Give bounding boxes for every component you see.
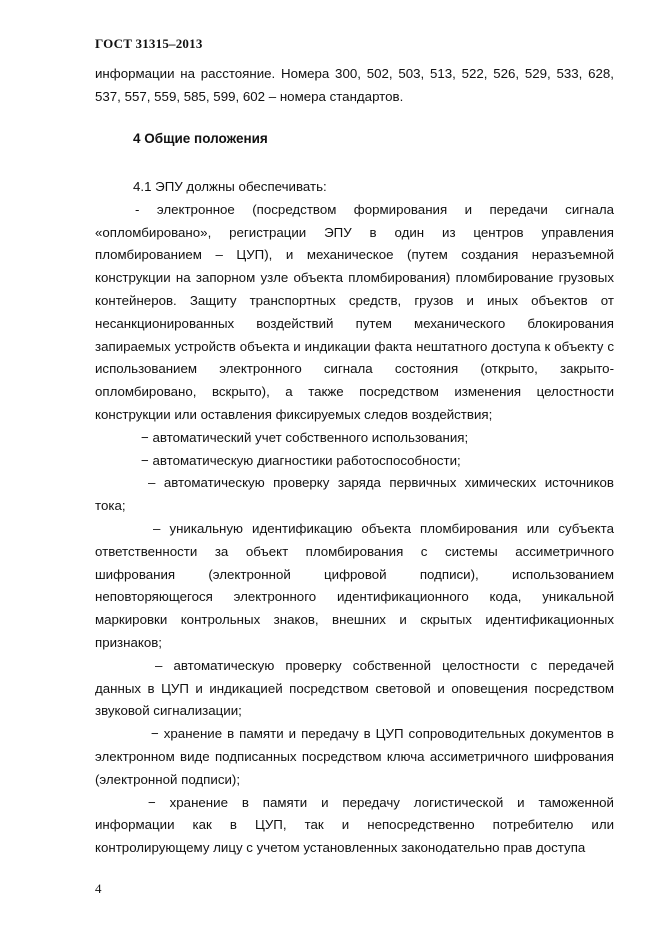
clause-list — [95, 176, 614, 860]
section-title: 4 Общие положения — [133, 131, 268, 146]
list-item: − автоматический учет собственного использования; — [141, 429, 469, 445]
list-item: − автоматическую диагностики работоспособности; — [141, 452, 461, 468]
list-item: − хранение в памяти и передачу в ЦУП сопроводительных документов в электронном виде подписанных посредством ключа ассиметричного шифрования (электронной подписи); — [95, 726, 614, 787]
clause-intro: 4.1 ЭПУ должны обеспечивать: — [133, 179, 327, 194]
list-item: – автоматическую проверку заряда первичных химических источников тока; — [95, 475, 614, 514]
list-item: – уникальную идентификацию объекта пломбирования или субъекта ответственности за объект пломбирования с системы ассиметричного шифрования (электронной цифровой подписи), использованием неповторяющегося электронного идентификационного кода, уникальной маркировки контрольных знаков, внешних и скрытых идентификационных признаков; — [95, 520, 614, 650]
continued-paragraph — [95, 63, 614, 109]
continuation-text: информации на расстояние. Номера 300, 502, 503, 513, 522, 526, 529, 533, 628, 537, 557, 559, 585, 599, 602 – номера стандартов. — [95, 66, 614, 104]
list-item: − хранение в памяти и передачу логистической и таможенной информации как в ЦУП, так и непосредственно потребителю или контролирующему лицу с учетом установленных законодательно прав доступа — [95, 794, 614, 856]
page-number: 4 — [95, 881, 102, 896]
list-item: - электронное (посредством формирования и передачи сигнала «опломбировано», регистрации ЭПУ в один из центров управления пломбированием – ЦУП), и механическое (путем создания неразъемной конструкции на запорном узле объекта пломбирования) пломбирование грузовых контейнеров. Защиту транспортных средств, грузов и иных объектов от несанкционированных воздействий путем механического блокирования запираемых устройств объекта и индикации факта нештатного доступа к объекту с использованием электронного сигнала состояния (открыто, закрыто-опломбировано, вскрыто), а также посредством изменения целостности конструкции или оставления фиксируемых следов воздействия; — [95, 201, 614, 422]
standard-header: ГОСТ 31315–2013 — [95, 36, 203, 51]
list-item: – автоматическую проверку собственной целостности с передачей данных в ЦУП и индикацией посредством световой и оповещения посредством звуковой сигнализации; — [95, 657, 614, 719]
